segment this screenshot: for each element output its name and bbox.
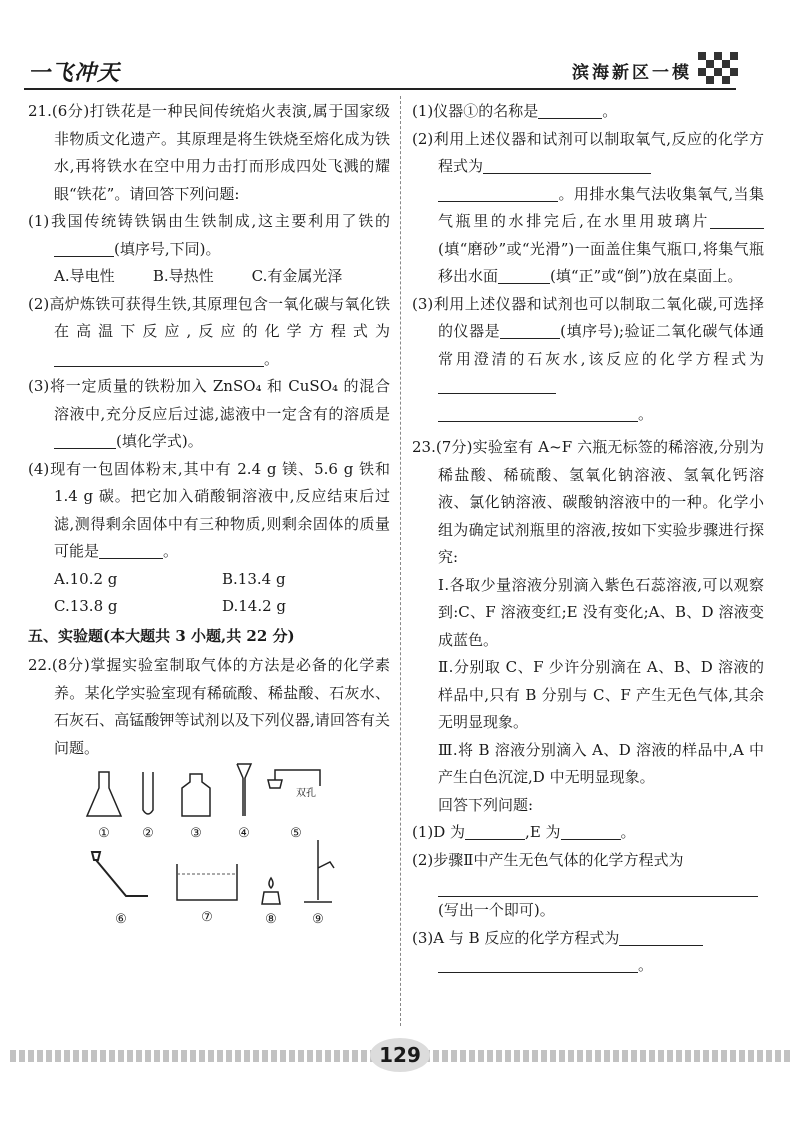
apparatus-2	[136, 770, 160, 848]
q23-step3: Ⅲ.将 B 溶液分别滴入 A、D 溶液的样品中,A 中产生白色沉淀,D 中无明显现象。	[438, 740, 764, 786]
q22-part3	[412, 291, 764, 401]
iron-stand-icon	[298, 838, 338, 906]
q21-p4-opt-d: D.14.2 g	[222, 597, 287, 615]
page-header-title: 滨海新区一模	[572, 63, 692, 83]
q22-part2-cont	[412, 181, 764, 291]
q21-opt-a: A.导电性	[54, 267, 115, 285]
q21-part4-options-row2	[28, 593, 390, 621]
q23-part3-cont: 。	[412, 952, 764, 980]
q23-ask: 回答下列问题:	[438, 795, 534, 814]
delivery-tube-icon	[86, 846, 156, 906]
q23-part1-blank-2[interactable]	[561, 823, 621, 840]
q21-part1-text-end: (填序号,下同)。	[114, 239, 221, 258]
q22-part1: (1)仪器①的名称是 。	[412, 102, 618, 120]
q21-opt-c: C.有金属光泽	[251, 267, 343, 285]
q22-part1-text: (1)仪器①的名称是	[412, 102, 539, 120]
q23-step2: Ⅱ.分别取 C、F 少许分别滴在 A、B、D 溶液的样品中,只有 B 分别与 C、F 产生无色气体,其余无明显现象。	[438, 658, 764, 731]
q21-p4-opt-c: C.13.8 g	[54, 597, 118, 615]
q23-part2: (2)步骤Ⅱ中产生无色气体的化学方程式为	[412, 850, 684, 869]
q23-part1-text: (1)D 为	[412, 823, 466, 841]
apparatus-figure	[28, 766, 390, 926]
alcohol-lamp-icon	[256, 876, 286, 906]
apparatus-label-3: ③	[190, 826, 202, 841]
q22-part3-blank-3[interactable]	[438, 405, 638, 422]
q22-part2-blank-3[interactable]	[710, 212, 764, 229]
apparatus-4	[232, 760, 256, 848]
apparatus-label-4: ④	[238, 826, 250, 841]
q23-stem: 23.(7分)实验室有 A~F 六瓶无标签的稀溶液,分别为稀盐酸、稀硫酸、氢氧化钠溶液、氢氧化钙溶液、氯化钠溶液、碳酸钠溶液中的一种。化学小组为确定试剂瓶里的溶液,按如下实验步骤进行探究:	[412, 438, 764, 566]
apparatus-1	[84, 770, 124, 848]
q23-part2-blank[interactable]	[438, 874, 758, 897]
q23-step1: Ⅰ.各取少量溶液分别滴入紫色石蕊溶液,可以观察到:C、F 溶液变红;E 没有变化;A、B、D 溶液变成蓝色。	[438, 575, 764, 649]
q22-part2-blank-4[interactable]	[498, 267, 550, 284]
apparatus-label-9: ⑨	[312, 912, 324, 927]
gas-bottle-icon	[178, 770, 214, 820]
q23-part3-blank-2[interactable]	[438, 956, 638, 973]
apparatus-9	[298, 838, 338, 934]
q23-part3	[412, 925, 764, 953]
q21-part2-blank[interactable]	[54, 350, 264, 367]
q21-part1	[28, 208, 390, 263]
stopper-label: 双孔	[296, 788, 316, 799]
q22-part3-text: (3)利用上述仪器和试剂也可以制取二氧化碳,可选择的仪器是	[412, 294, 764, 340]
funnel-icon	[232, 760, 256, 820]
q21-p4-opt-b: B.13.4 g	[222, 569, 286, 588]
q22-part2-text-d: (填“正”或“倒”)放在桌面上。	[550, 267, 743, 285]
q23-part1-text-b: ,E 为	[525, 823, 561, 841]
section-five-heading: 五、实验题(本大题共 3 小题,共 22 分)	[28, 626, 295, 645]
apparatus-7	[174, 860, 240, 932]
water-trough-icon	[174, 860, 240, 904]
apparatus-label-7: ⑦	[201, 910, 213, 925]
left-column	[28, 98, 390, 926]
q23-part3-text: (3)A 与 B 反应的化学方程式为	[412, 928, 620, 947]
test-tube-icon	[136, 770, 160, 820]
q21-opt-b: B.导热性	[152, 267, 214, 285]
q21-part3	[28, 373, 390, 456]
apparatus-label-1: ①	[98, 826, 110, 841]
q22-part2-blank-2[interactable]	[438, 185, 558, 202]
q21-part3-blank[interactable]	[54, 432, 116, 449]
q21-part1-blank[interactable]	[54, 240, 114, 257]
checker-decoration	[698, 52, 738, 84]
apparatus-label-5: ⑤	[290, 826, 302, 841]
q21-part2-text: (2)高炉炼铁可获得生铁,其原理包含一氧化碳与氧化铁在高温下反应,反应的化学方程式为	[28, 294, 390, 340]
q21-stem: 21.(6分)打铁花是一种民间传统焰火表演,属于国家级非物质文化遗产。其原理是将生铁烧至熔化成为铁水,再将铁水在空中用力击打而形成四处飞溅的耀眼“铁花”。请回答下列问题:	[28, 102, 390, 203]
stopper-tube-icon	[264, 766, 328, 820]
q22-part2-blank-1[interactable]	[483, 157, 651, 174]
apparatus-6	[86, 846, 156, 934]
right-column	[412, 98, 764, 980]
q23-part3-blank-1[interactable]	[619, 929, 703, 946]
q21-part2: (2)高炉炼铁可获得生铁,其原理包含一氧化碳与氧化铁在高温下反应,反应的化学方程式为。	[28, 294, 390, 368]
q22-part2-text-c: (填“磨砂”或“光滑”)一面盖住集气瓶口,将集气瓶移出水面	[438, 239, 764, 285]
apparatus-8	[256, 876, 286, 934]
q22-part2-text: (2)利用上述仪器和试剂可以制取氧气,反应的化学方程式为	[412, 129, 764, 175]
q21-part4-text: (4)现有一包固体粉末,其中有 2.4 g 镁、5.6 g 铁和 1.4 g 碳。把它加入硝酸铜溶液中,反应结束后过滤,测得剩余固体中有三种物质,则剩余固体的质量可能是	[28, 459, 390, 560]
brand-logo-text: 一飞冲天	[28, 60, 121, 86]
apparatus-label-2: ②	[142, 826, 154, 841]
apparatus-3	[178, 770, 214, 848]
q21-part1-text: (1)我国传统铸铁锅由生铁制成,这主要利用了铁的	[28, 212, 390, 230]
page-number: 129	[370, 1038, 430, 1072]
q23-part1: (1)D 为 ,E 为 。	[412, 823, 636, 841]
q21-p4-opt-a: A.10.2 g	[54, 569, 118, 588]
q21-part3-text: (3)将一定质量的铁粉加入 ZnSO₄ 和 CuSO₄ 的混合溶液中,充分反应后过滤,滤液中一定含有的溶质是	[28, 377, 390, 423]
q22-part2-text-b: 。用排水集气法收集氧气,当集气瓶里的水排完后,在水里用玻璃片	[438, 184, 764, 230]
q22-part3-text-b: (填序号);验证二氧化碳气体通常用澄清的石灰水,该反应的化学方程式为	[438, 322, 764, 368]
q21-part4-options-row1	[28, 566, 390, 594]
q22-part3-blank-2[interactable]	[438, 377, 556, 394]
q23-part2-note: (写出一个即可)。	[438, 901, 555, 919]
header-rule	[24, 88, 736, 90]
apparatus-label-8: ⑧	[265, 912, 277, 927]
q22-stem: 22.(8分)掌握实验室制取气体的方法是必备的化学素养。某化学实验室现有稀硫酸、稀盐酸、石灰水、石灰石、高锰酸钾等试剂以及下列仪器,请回答有关问题。	[28, 656, 390, 757]
conical-flask-icon	[84, 770, 124, 820]
q21-part4-blank[interactable]	[99, 542, 163, 559]
q23-part1-blank-1[interactable]	[465, 823, 525, 840]
q21-part1-options	[28, 263, 390, 291]
q22-part3-cont: 。	[412, 401, 764, 429]
q22-part2	[412, 126, 764, 181]
apparatus-label-6: ⑥	[115, 912, 127, 927]
apparatus-5	[264, 766, 328, 848]
q21-part3-text-end: (填化学式)。	[116, 432, 203, 450]
q22-part3-blank-1[interactable]	[500, 322, 560, 339]
column-divider	[400, 96, 401, 1026]
q21-part4: (4)现有一包固体粉末,其中有 2.4 g 镁、5.6 g 铁和 1.4 g 碳。把它加入硝酸铜溶液中,反应结束后过滤,测得剩余固体中有三种物质,则剩余固体的质量可能是 。	[28, 459, 390, 560]
q22-part1-blank[interactable]	[538, 102, 602, 119]
